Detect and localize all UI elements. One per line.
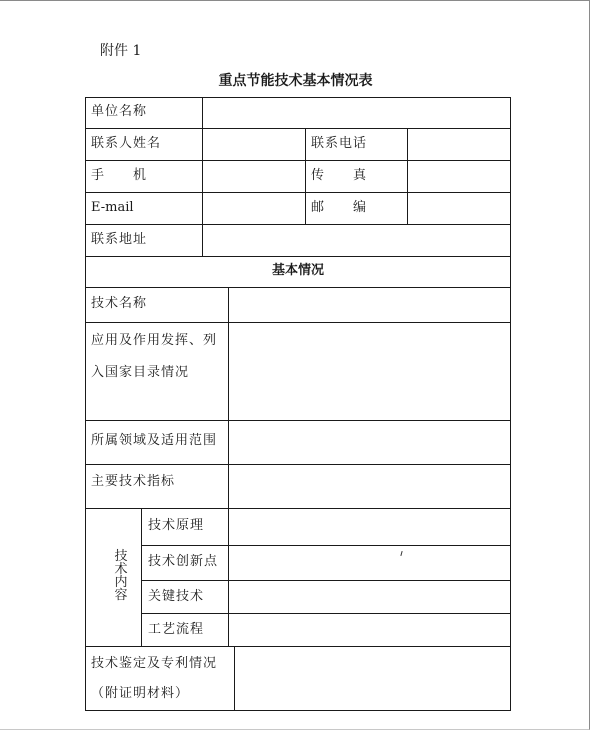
row-divider bbox=[141, 613, 511, 614]
appraisal-label-line2: （附证明材料） bbox=[91, 686, 190, 701]
row-divider bbox=[85, 224, 511, 225]
row-divider bbox=[85, 192, 511, 193]
mobile-label: 手 机 bbox=[91, 168, 148, 183]
row-divider bbox=[141, 580, 511, 581]
form-table bbox=[85, 97, 511, 711]
process-label: 工艺流程 bbox=[148, 622, 205, 637]
col-divider bbox=[407, 128, 408, 224]
row-divider bbox=[85, 420, 511, 421]
contact-phone-label: 联系电话 bbox=[311, 136, 368, 151]
unit-name-label: 单位名称 bbox=[91, 104, 148, 119]
row-divider bbox=[141, 545, 511, 546]
email-label: E-mail bbox=[91, 200, 134, 215]
row-divider bbox=[85, 464, 511, 465]
row-divider bbox=[85, 322, 511, 323]
address-label: 联系地址 bbox=[91, 232, 148, 247]
col-divider bbox=[228, 287, 229, 508]
row-divider bbox=[85, 508, 511, 509]
tech-content-label: 技术内容 bbox=[114, 549, 128, 603]
attachment-label: 附件 1 bbox=[100, 43, 142, 59]
application-label-line2: 入国家目录情况 bbox=[91, 365, 190, 380]
col-divider bbox=[141, 508, 142, 646]
field-scope-label: 所属领域及适用范围 bbox=[91, 433, 218, 448]
contact-person-label: 联系人姓名 bbox=[91, 136, 162, 151]
row-divider bbox=[85, 256, 511, 257]
col-divider bbox=[202, 97, 203, 256]
key-tech-label: 关键技术 bbox=[148, 589, 205, 604]
row-divider bbox=[85, 128, 511, 129]
postcode-label: 邮 编 bbox=[311, 200, 368, 215]
row-divider bbox=[85, 646, 511, 647]
fax-label: 传 真 bbox=[311, 168, 368, 183]
main-indicators-label: 主要技术指标 bbox=[91, 474, 176, 489]
col-divider bbox=[228, 508, 229, 646]
application-label-line1: 应用及作用发挥、列 bbox=[91, 333, 218, 348]
principle-label: 技术原理 bbox=[148, 518, 205, 533]
innovation-label: 技术创新点 bbox=[148, 554, 219, 569]
appraisal-label-line1: 技术鉴定及专利情况 bbox=[91, 656, 218, 671]
row-divider bbox=[85, 160, 511, 161]
col-divider bbox=[305, 128, 306, 224]
form-title: 重点节能技术基本情况表 bbox=[218, 73, 373, 89]
row-divider bbox=[85, 287, 511, 288]
basic-section-title: 基本情况 bbox=[271, 263, 324, 278]
col-divider bbox=[234, 646, 235, 711]
tech-name-label: 技术名称 bbox=[91, 296, 148, 311]
